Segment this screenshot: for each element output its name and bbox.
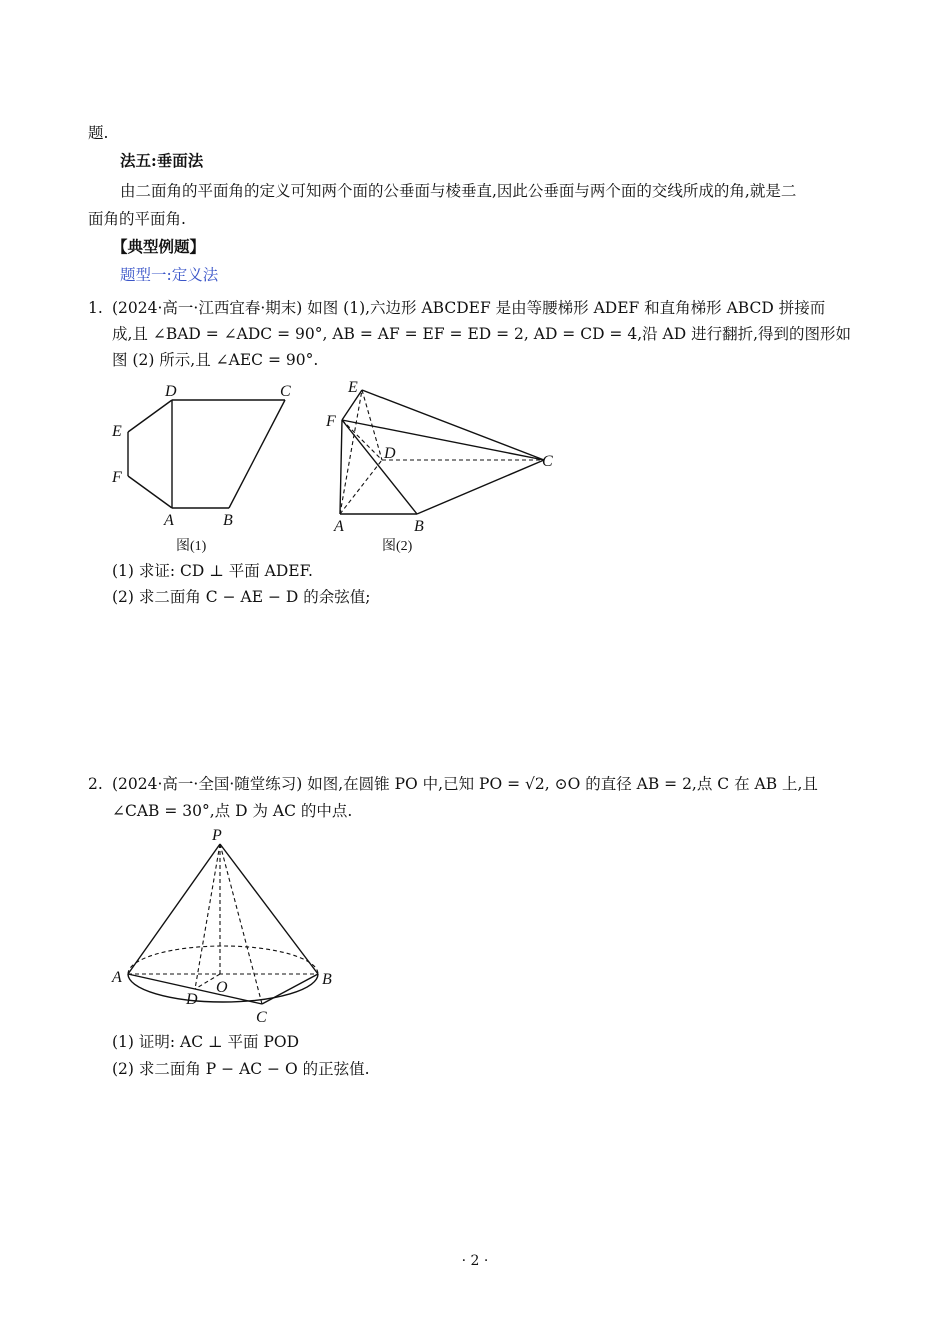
label-c: C xyxy=(280,383,291,400)
edge-bc xyxy=(417,460,544,514)
intro-tail: 题. xyxy=(88,124,109,142)
label-d: D xyxy=(186,991,198,1008)
label-a: A xyxy=(112,969,122,986)
label-b: B xyxy=(322,971,332,988)
figure2-caption: 图(2) xyxy=(382,539,413,554)
problem1-q2: (2) 求二面角 C − AE − D 的余弦值; xyxy=(112,588,371,606)
problem2-q2: (2) 求二面角 P − AC − O 的正弦值. xyxy=(112,1060,370,1078)
label-d: D xyxy=(165,383,177,400)
edge-fa xyxy=(128,476,172,508)
label-d: D xyxy=(384,445,396,462)
type1-heading: 题型一:定义法 xyxy=(120,266,219,284)
edge-cb xyxy=(229,400,285,508)
problem1-line2: 成,且 ∠BAD = ∠ADC = 90°, AB = AF = EF = ED = 2, AD = CD = 4,沿 AD 进行翻折,得到的图形如 xyxy=(112,325,852,343)
label-c: C xyxy=(256,1009,267,1026)
edge-pa xyxy=(128,844,220,974)
method5-text-line2: 面角的平面角. xyxy=(88,210,186,228)
edge-fa xyxy=(340,420,342,514)
edge-ad xyxy=(340,460,382,514)
figure1-hexagon xyxy=(100,376,310,556)
problem1-line3: 图 (2) 所示,且 ∠AEC = 90°. xyxy=(112,351,319,369)
problem1-line1: (2024·高一·江西宜春·期末) 如图 (1),六边形 ABCDEF 是由等腰梯形 ADEF 和直角梯形 ABCD 拼接而 xyxy=(112,299,826,317)
figure2-folded xyxy=(320,374,570,556)
label-a: A xyxy=(334,518,344,535)
problem2-q1: (1) 证明: AC ⊥ 平面 POD xyxy=(112,1033,300,1051)
base-back-arc xyxy=(128,946,318,974)
label-c: C xyxy=(542,453,553,470)
edge-cb xyxy=(262,974,318,1004)
edge-de xyxy=(128,400,172,432)
label-a: A xyxy=(164,512,174,529)
problem1-q1: (1) 求证: CD ⊥ 平面 ADEF. xyxy=(112,562,313,580)
figure-cone xyxy=(100,822,350,1032)
figure1-caption: 图(1) xyxy=(176,539,207,554)
edge-fb xyxy=(342,420,417,514)
method5-text-line1: 由二面角的平面角的定义可知两个面的公垂面与棱垂直,因此公垂面与两个面的交线所成的角,就是二 xyxy=(120,182,797,200)
problem2-number: 2. xyxy=(88,775,103,793)
label-o: O xyxy=(216,979,228,996)
method5-title: 法五:垂面法 xyxy=(120,151,204,170)
edge-ae xyxy=(340,390,362,514)
page-number: · 2 · xyxy=(461,1253,489,1269)
problem2-line1: (2024·高一·全国·随堂练习) 如图,在圆锥 PO 中,已知 PO = √2, ⊙O 的直径 AB = 2,点 C 在 AB 上,且 xyxy=(112,775,818,793)
label-b: B xyxy=(414,518,424,535)
label-f: F xyxy=(326,413,336,430)
problem2-line2: ∠CAB = 30°,点 D 为 AC 的中点. xyxy=(112,802,353,820)
section-heading: 【典型例题】 xyxy=(112,237,206,256)
label-p: P xyxy=(212,827,222,844)
label-e: E xyxy=(112,423,122,440)
edge-pb xyxy=(220,844,318,974)
problem1-number: 1. xyxy=(88,299,103,317)
label-e: E xyxy=(348,379,358,396)
label-b: B xyxy=(223,512,233,529)
label-f: F xyxy=(112,469,122,486)
edge-pd xyxy=(195,844,220,989)
